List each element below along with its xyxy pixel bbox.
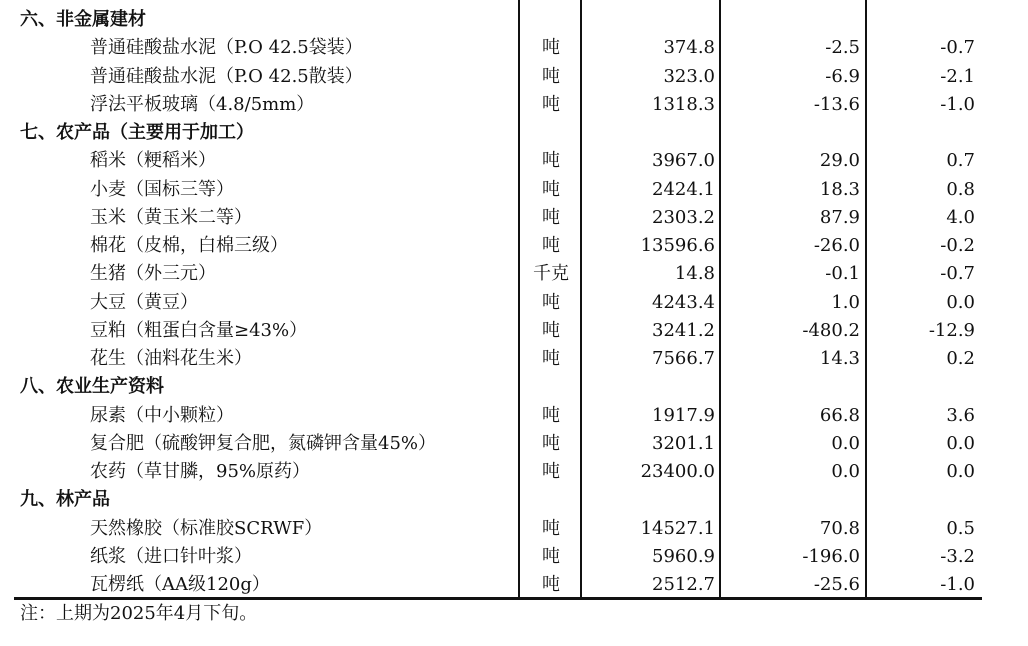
percent-cell: -1.0	[940, 93, 975, 115]
price-cell: 2303.2	[652, 206, 715, 228]
column-divider	[865, 0, 867, 598]
price-cell: 7566.7	[652, 348, 715, 369]
percent-cell: 3.6	[946, 404, 975, 426]
unit-cell: 吨	[542, 206, 560, 228]
change-cell: 18.3	[819, 178, 860, 200]
unit-cell: 吨	[542, 291, 560, 313]
item-name: 玉米（黄玉米二等）	[90, 206, 252, 228]
price-cell: 23400.0	[640, 461, 715, 482]
unit-cell: 吨	[542, 545, 560, 567]
item-name: 天然橡胶（标准胶SCRWF）	[90, 517, 323, 539]
item-name: 复合肥（硫酸钾复合肥，氮磷钾含量45%）	[90, 432, 437, 454]
item-name: 棉花（皮棉，白棉三级）	[90, 235, 288, 256]
price-cell: 4243.4	[652, 291, 715, 313]
table-row	[0, 317, 1028, 345]
table-row	[0, 458, 1028, 486]
percent-cell: 0.0	[946, 461, 975, 482]
percent-cell: 0.8	[946, 178, 975, 200]
item-name: 农药（草甘膦，95%原药）	[90, 461, 311, 482]
item-name: 稻米（粳稻米）	[90, 150, 216, 172]
price-cell: 13596.6	[640, 235, 715, 256]
price-cell: 14527.1	[640, 517, 715, 539]
table-row	[0, 260, 1028, 288]
category-row	[0, 119, 1028, 147]
table-row	[0, 402, 1028, 430]
category-row	[0, 373, 1028, 401]
column-divider	[580, 0, 582, 598]
change-cell: -13.6	[813, 93, 860, 115]
change-cell: -0.1	[825, 263, 860, 285]
change-cell: -196.0	[802, 545, 860, 567]
table-footnote: 注：上期为2025年4月下旬。	[20, 603, 258, 624]
column-divider	[719, 0, 721, 598]
change-cell: -2.5	[825, 37, 860, 59]
percent-cell: 0.2	[946, 348, 975, 369]
table-row	[0, 232, 1028, 260]
unit-cell: 吨	[542, 517, 560, 539]
table-row	[0, 204, 1028, 232]
percent-cell: -2.1	[940, 65, 975, 87]
percent-cell: 0.5	[946, 517, 975, 539]
change-cell: 87.9	[819, 206, 860, 228]
table-row	[0, 147, 1028, 175]
table-row	[0, 91, 1028, 119]
unit-cell: 吨	[542, 432, 560, 454]
category-label: 八、农业生产资料	[20, 376, 164, 398]
percent-cell: -0.7	[940, 263, 975, 285]
percent-cell: -1.0	[940, 574, 975, 595]
category-row	[0, 486, 1028, 514]
unit-cell: 吨	[542, 461, 560, 482]
table-row	[0, 289, 1028, 317]
change-cell: 70.8	[819, 517, 860, 539]
change-cell: 0.0	[831, 461, 860, 482]
percent-cell: 4.0	[946, 206, 975, 228]
category-label: 九、林产品	[20, 489, 110, 511]
item-name: 生猪（外三元）	[90, 263, 216, 285]
unit-cell: 吨	[542, 404, 560, 426]
change-cell: -26.0	[813, 235, 860, 256]
price-cell: 2512.7	[652, 574, 715, 595]
price-cell: 2424.1	[652, 178, 715, 200]
item-name: 普通硅酸盐水泥（P.O 42.5袋装）	[90, 37, 363, 59]
category-label: 七、农产品（主要用于加工）	[20, 122, 254, 143]
percent-cell: 0.0	[946, 432, 975, 454]
unit-cell: 吨	[542, 178, 560, 200]
change-cell: 66.8	[819, 404, 860, 426]
unit-cell: 吨	[542, 348, 560, 369]
table-row	[0, 543, 1028, 571]
unit-cell: 吨	[542, 37, 560, 59]
unit-cell: 吨	[542, 65, 560, 87]
unit-cell: 吨	[542, 574, 560, 595]
item-name: 纸浆（进口针叶浆）	[90, 545, 252, 567]
price-cell: 3241.2	[652, 319, 715, 341]
price-cell: 1318.3	[652, 93, 715, 115]
price-cell: 323.0	[663, 65, 715, 87]
item-name: 浮法平板玻璃（4.8/5mm）	[90, 93, 315, 115]
percent-cell: -0.2	[940, 235, 975, 256]
item-name: 大豆（黄豆）	[90, 291, 198, 313]
price-cell: 14.8	[674, 263, 715, 285]
unit-cell: 吨	[542, 150, 560, 172]
item-name: 花生（油料花生米）	[90, 348, 252, 369]
category-row	[0, 6, 1028, 34]
unit-cell: 吨	[542, 93, 560, 115]
category-label: 六、非金属建材	[20, 9, 146, 30]
percent-cell: -12.9	[928, 319, 975, 341]
change-cell: -25.6	[813, 574, 860, 595]
item-name: 豆粕（粗蛋白含量≥43%）	[90, 319, 308, 341]
percent-cell: 0.7	[946, 150, 975, 172]
item-name: 瓦楞纸（AA级120g）	[90, 574, 270, 595]
price-cell: 1917.9	[652, 404, 715, 426]
price-cell: 3967.0	[652, 150, 715, 172]
table-row	[0, 63, 1028, 91]
percent-cell: 0.0	[946, 291, 975, 313]
percent-cell: -3.2	[940, 545, 975, 567]
table-row	[0, 515, 1028, 543]
unit-cell: 吨	[542, 235, 560, 256]
column-divider	[518, 0, 520, 598]
table-row	[0, 345, 1028, 373]
unit-cell: 吨	[542, 319, 560, 341]
table-row	[0, 176, 1028, 204]
price-cell: 374.8	[663, 37, 715, 59]
change-cell: 14.3	[819, 348, 860, 369]
unit-cell: 千克	[533, 263, 569, 285]
item-name: 普通硅酸盐水泥（P.O 42.5散装）	[90, 65, 363, 87]
item-name: 小麦（国标三等）	[90, 178, 234, 200]
price-cell: 5960.9	[652, 545, 715, 567]
table-row	[0, 571, 1028, 599]
table-row	[0, 34, 1028, 62]
percent-cell: -0.7	[940, 37, 975, 59]
price-cell: 3201.1	[652, 432, 715, 454]
change-cell: -6.9	[825, 65, 860, 87]
change-cell: 0.0	[831, 432, 860, 454]
change-cell: 1.0	[831, 291, 860, 313]
table-row	[0, 430, 1028, 458]
change-cell: 29.0	[819, 150, 860, 172]
item-name: 尿素（中小颗粒）	[90, 404, 234, 426]
change-cell: -480.2	[802, 319, 860, 341]
